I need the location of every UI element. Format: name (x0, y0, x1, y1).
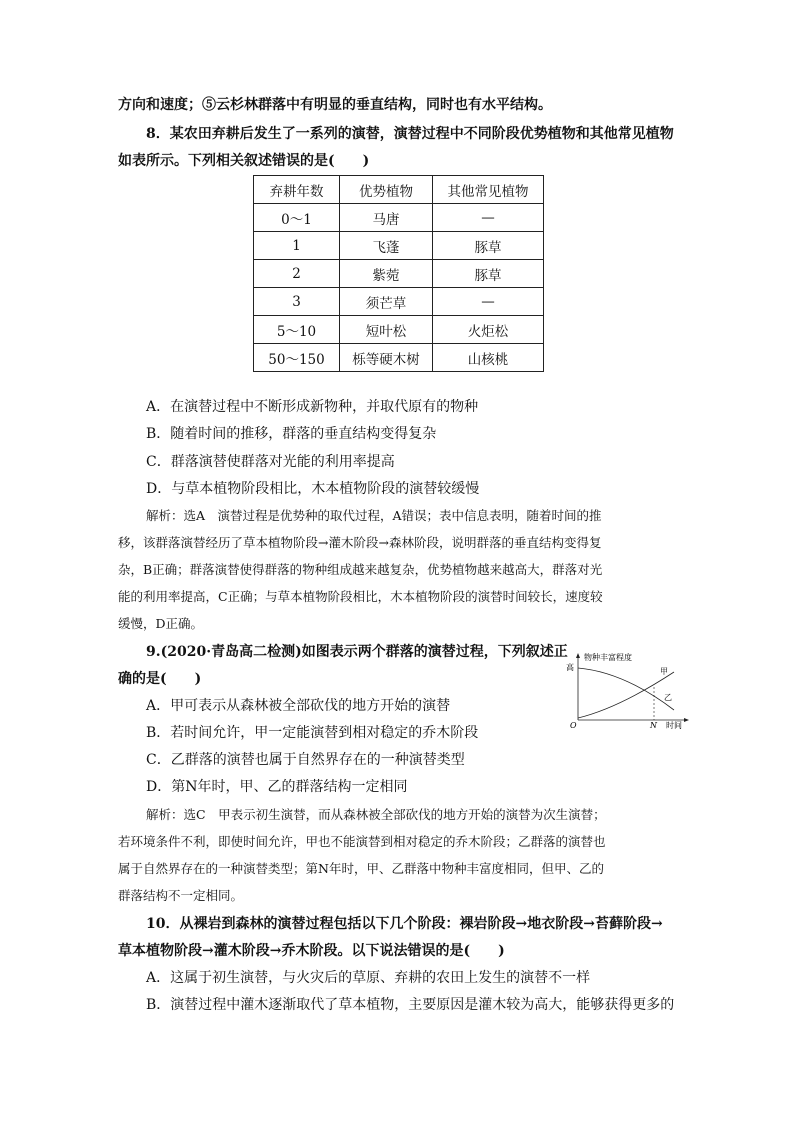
table-cell: 须芒草 (340, 288, 433, 316)
table-header-cell: 其他常见植物 (433, 176, 544, 204)
table-cell: — (433, 204, 544, 232)
x-axis-label: 时间 (666, 721, 682, 730)
table-cell: 紫菀 (340, 260, 433, 288)
previous-answer-tail: 方向和速度；⑤云杉林群落中有明显的垂直结构，同时也有水平结构。 (118, 97, 552, 113)
q8-stem-line-1: 8．某农田弃耕后发生了一系列的演替，演替过程中不同阶段优势植物和其他常见植物 (146, 126, 674, 142)
q9-explanation-line: 解析：选C 甲表示初生演替，而从森林被全部砍伐的地方开始的演替为次生演替； (146, 807, 606, 822)
table-cell: 豚草 (433, 260, 544, 288)
q8-option-c: C．群落演替使群落对光能的利用率提高 (146, 454, 395, 470)
q9-option-b: B．若时间允许，甲一定能演替到相对稳定的乔木阶段 (146, 725, 479, 741)
q9-stem-line-2: 确的是( ) (118, 671, 202, 687)
q10-stem-line-1: 10．从裸岩到森林的演替过程包括以下几个阶段：裸岩阶段→地衣阶段→苔藓阶段→ (146, 916, 663, 932)
q8-explanation-line: 移，该群落演替经历了草本植物阶段→灌木阶段→森林阶段，说明群落的垂直结构变得复 (118, 535, 602, 550)
q9-explanation-line: 属于自然界存在的一种演替类型；第N年时，甲、乙群落中物种丰富度相同，但甲、乙的 (118, 861, 604, 876)
table-cell: — (433, 288, 544, 316)
table-cell: 1 (254, 232, 340, 260)
q8-explanation-line: 缓慢，D正确。 (118, 616, 204, 631)
q8-explanation-line: 杂，B正确；群落演替使得群落的物种组成越来越复杂，优势植物越来越高大，群落对光 (118, 562, 603, 577)
table-cell: 0～1 (254, 204, 340, 232)
table-cell: 飞蓬 (340, 232, 433, 260)
table-cell: 2 (254, 260, 340, 288)
table-header-cell: 优势植物 (340, 176, 433, 204)
q8-explanation-line: 解析：选A 演替过程是优势种的取代过程，A错误；表中信息表明，随着时间的推 (146, 508, 602, 523)
table-row (254, 232, 544, 260)
table-cell: 栎等硬木树 (340, 344, 433, 372)
q9-explanation-line: 若环境条件不利，即使时间允许，甲也不能演替到相对稳定的乔木阶段；乙群落的演替也 (118, 834, 606, 849)
q8-option-b: B．随着时间的推移，群落的垂直结构变得复杂 (146, 426, 437, 442)
q9-explanation-line: 群落结构不一定相同。 (118, 888, 244, 903)
table-cell: 50～150 (254, 344, 340, 372)
q9-stem-line-1: 9.(2020·青岛高二检测)如图表示两个群落的演替过程，下列叙述正 (146, 644, 568, 660)
q8-stem-line-2: 如表所示。下列相关叙述错误的是( ) (118, 153, 370, 169)
table-cell: 豚草 (433, 232, 544, 260)
y-axis-arrow-icon (576, 653, 580, 658)
table-header-row (254, 176, 544, 204)
q10-option-b: B．演替过程中灌木逐渐取代了草本植物，主要原因是灌木较为高大，能够获得更多的 (146, 997, 675, 1013)
high-label: 高 (566, 663, 574, 672)
table-cell: 短叶松 (340, 316, 433, 344)
table-row (254, 204, 544, 232)
table-row (254, 288, 544, 316)
q10-stem-line-2: 草本植物阶段→灌木阶段→乔木阶段。以下说法错误的是( ) (118, 943, 505, 959)
q9-option-c: C．乙群落的演替也属于自然界存在的一种演替类型 (146, 752, 465, 768)
table-cell: 马唐 (340, 204, 433, 232)
q8-explanation-line: 能的利用率提高，C正确；与草本植物阶段相比，木本植物阶段的演替时间较长，速度较 (118, 589, 603, 604)
table-cell: 5～10 (254, 316, 340, 344)
succession-table (253, 175, 544, 372)
q9-option-a: A．甲可表示从森林被全部砍伐的地方开始的演替 (146, 698, 451, 714)
succession-curve-figure (564, 650, 694, 730)
x-axis-arrow-icon (684, 718, 689, 722)
n-label: N (650, 721, 657, 730)
series-label-yi: 乙 (664, 693, 672, 702)
table-row (254, 260, 544, 288)
series-label-jia: 甲 (660, 667, 668, 676)
q10-option-a: A．这属于初生演替，与火灾后的草原、弃耕的农田上发生的演替不一样 (146, 970, 591, 986)
origin-label: O (570, 721, 577, 730)
q9-option-d: D．第N年时，甲、乙的群落结构一定相同 (146, 779, 408, 795)
table-row (254, 316, 544, 344)
table-cell: 山核桃 (433, 344, 544, 372)
q8-option-a: A．在演替过程中不断形成新物种，并取代原有的物种 (146, 399, 479, 415)
table-header-cell: 弃耕年数 (254, 176, 340, 204)
table-cell: 火炬松 (433, 316, 544, 344)
table-cell: 3 (254, 288, 340, 316)
q8-option-d: D．与草本植物阶段相比，木本植物阶段的演替较缓慢 (146, 481, 480, 497)
y-axis-label: 物种丰富程度 (584, 653, 632, 662)
table-row (254, 344, 544, 372)
